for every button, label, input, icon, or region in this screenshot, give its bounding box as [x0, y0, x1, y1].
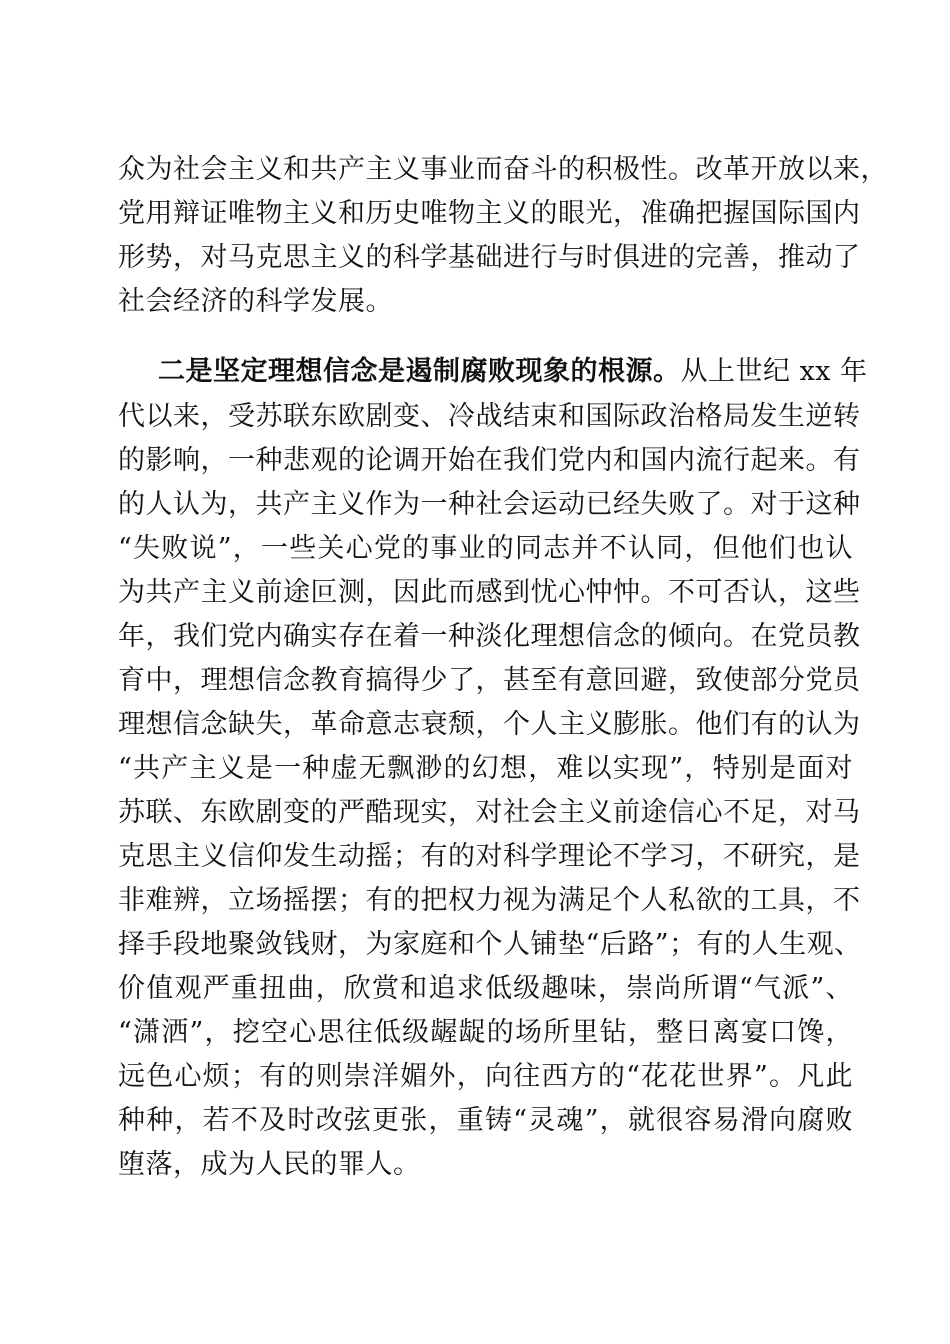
paragraph-2-line-1-rest: 从上世纪 xx 年: [680, 356, 868, 387]
paragraph-2-line-18: 种种，若不及时改弦更张，重铸“灵魂”，就很容易滑向腐败: [118, 1105, 853, 1136]
paragraph-2-line-2: 代以来，受苏联东欧剧变、冷战结束和国际政治格局发生逆转: [118, 401, 861, 432]
paragraph-2-line-7: 年，我们党内确实存在着一种淡化理想信念的倾向。在党员教: [118, 621, 861, 652]
paragraph-1-line-2: 党用辩证唯物主义和历史唯物主义的眼光，准确把握国际国内: [118, 198, 861, 229]
paragraph-2-heading: 二是坚定理想信念是遏制腐败现象的根源。: [158, 356, 681, 387]
paragraph-2-line-13: 非难辨，立场摇摆；有的把权力视为满足个人私欲的工具，不: [118, 885, 861, 916]
paragraph-2-line-10: “共产主义是一种虚无飘渺的幻想，难以实现”，特别是面对: [118, 753, 853, 784]
paragraph-2-line-12: 克思主义信仰发生动摇；有的对科学理论不学习，不研究，是: [118, 841, 861, 872]
paragraph-2-line-19: 堕落，成为人民的罪人。: [118, 1149, 421, 1180]
paragraph-2-line-1: [158, 352, 868, 392]
paragraph-2-line-6: 为共产主义前途叵测，因此而感到忧心忡忡。不可否认，这些: [118, 577, 861, 608]
paragraph-2-line-17: 远色心烦；有的则崇洋媚外，向往西方的“花花世界”。凡此: [118, 1061, 853, 1092]
paragraph-1-line-4: 社会经济的科学发展。: [118, 286, 393, 317]
paragraph-2-line-16: “潇洒”，挖空心思往低级龌龊的场所里钻，整日离宴口馋，: [118, 1017, 853, 1048]
paragraph-2-line-11: 苏联、东欧剧变的严酷现实，对社会主义前途信心不足，对马: [118, 797, 861, 828]
paragraph-2-line-3: 的影响，一种悲观的论调开始在我们党内和国内流行起来。有: [118, 445, 861, 476]
paragraph-2-line-4: 的人认为，共产主义作为一种社会运动已经失败了。对于这种: [118, 489, 861, 520]
paragraph-1-line-3: 形势，对马克思主义的科学基础进行与时俱进的完善，推动了: [118, 242, 861, 273]
paragraph-1-line-1: 众为社会主义和共产主义事业而奋斗的积极性。改革开放以来，: [118, 154, 888, 185]
paragraph-2-line-8: 育中，理想信念教育搞得少了，甚至有意回避，致使部分党员: [118, 665, 861, 696]
paragraph-2-line-15: 价值观严重扭曲，欣赏和追求低级趣味，崇尚所谓“气派”、: [118, 973, 853, 1004]
paragraph-2-line-5: “失败说”，一些关心党的事业的同志并不认同，但他们也认: [118, 533, 853, 564]
paragraph-2-line-14: 择手段地聚敛钱财，为家庭和个人铺垫“后路”；有的人生观、: [118, 929, 862, 960]
paragraph-2-line-9: 理想信念缺失，革命意志衰颓，个人主义膨胀。他们有的认为: [118, 709, 861, 740]
